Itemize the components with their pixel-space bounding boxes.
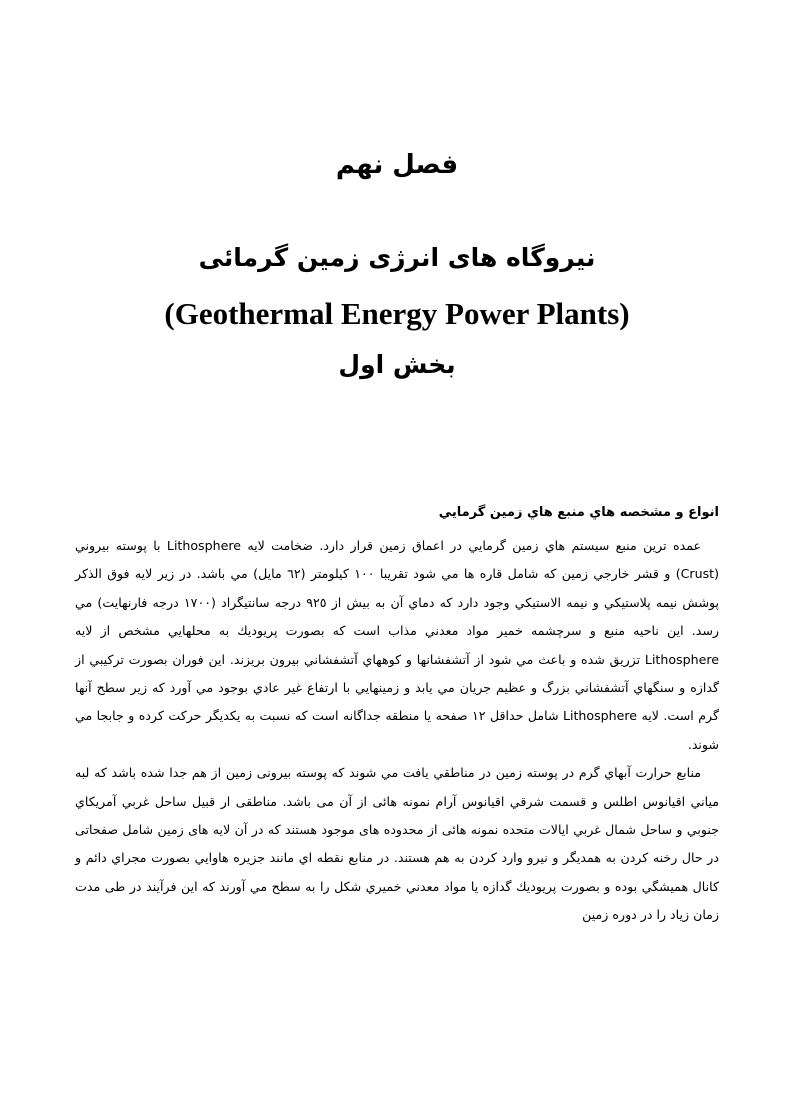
main-title: نيروگاه های انرژی زمين گرمائی bbox=[198, 243, 596, 272]
paragraph-2: منابع حرارت آبهاي گرم در پوسته زمين در مناطقي يافت مي شوند كه پوسته بيرونی زمين از هم جدا شده باشد كه لبه مياني اقيانوس اطلس و قسمت شرقي اقيانوس آرام نمونه هائی از آن می باشد. مناطقی ار قبيل ساحل غربي آمريكاي جنوبي و ساحل شمال غربي ايالات متحده نمونه هائی از محدوده های موجود هستند كه در آن لايه های زمين شامل صفحاتی در حال رخنه كردن به همديگر و نيرو وارد كردن به هم هستند. در منابع نقطه اي مانند جزيره هاوايي بصورت مجراي دائم و كانال هميشگي بوده و بصورت پريوديك گدازه يا مواد معدني خميري شكل را به سطح مي آورند كه اين فرآيند در طی مدت زمان زياد را در دوره زمين bbox=[75, 765, 719, 923]
body-text bbox=[75, 532, 719, 930]
section-heading: انواع و مشخصه هاي منبع هاي زمين گرمايي bbox=[438, 505, 719, 520]
english-title: (Geothermal Energy Power Plants) bbox=[164, 296, 630, 331]
chapter-title: فصل نهم bbox=[335, 150, 459, 180]
part-title: بخش اول bbox=[338, 350, 456, 379]
paragraph-1: عمده ترين منبع سيستم هاي زمين گرمايي در اعماق زمين قرار دارد. ضخامت لايه Lithosphere با پوسته بيروني (Crust) و قشر خارجي زمين كه شامل قاره ها مي شود تقريبا ١٠٠ كيلومتر (٦٢ مايل) مي باشد. در زير لايه فوق الذكر پوشش نيمه پلاستيكي و نيمه الاستيكي وجود دارد كه دماي آن به بيش از ٩٢٥ درجه سانتيگراد (١٧٠٠ درجه فارنهايت) مي رسد. اين ناحيه منبع و سرچشمه خمير مواد معدني مذاب است كه بصورت پريوديك به محلهايي مشخص از لايه Lithosphere تزريق شده و باعث مي شود از آتشفشانها و كوههاي آتشفشاني بيرون بريزند. اين فوران بصورت تركيبي از گدازه و سنگهاي آتشفشاني بزرگ و عظيم جريان مي يابد و زمينهايي با ارتفاع غير عادي بوجود مي آورد كه زير سطح آنها گرم است. لايه Lithosphere شامل حداقل ١٢ صفحه يا منطقه جداگانه است كه نسبت به يكديگر حركت كرده و جابجا مي شوند. bbox=[75, 538, 720, 752]
